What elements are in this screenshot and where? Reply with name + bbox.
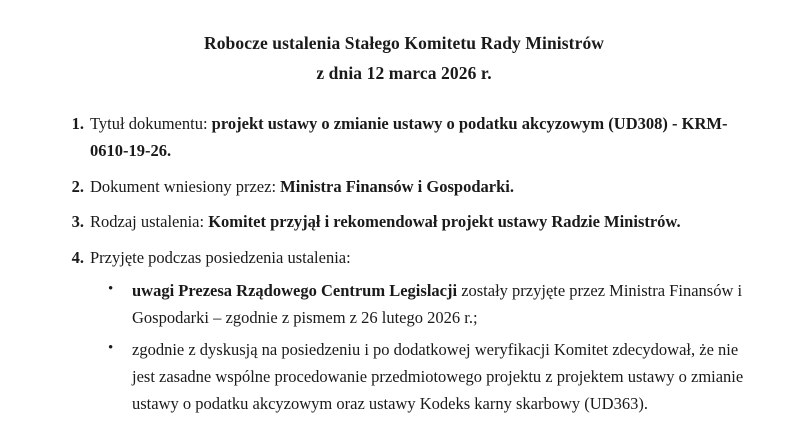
bullet-icon: • <box>108 340 114 357</box>
list-item-value: projekt ustawy o zmianie ustawy o podatku akcyzowym (UD308) - KRM-0610-19-26. <box>90 114 728 160</box>
list-item <box>52 174 756 201</box>
document-title-line-1: Robocze ustalenia Stałego Komitetu Rady Ministrów <box>203 33 605 53</box>
list-item <box>52 209 756 236</box>
list-item <box>52 111 756 164</box>
list-item-lead: Dokument wniesiony przez: <box>90 176 281 196</box>
list-item <box>52 245 756 417</box>
sub-list-item-text: zostały przyjęte przez Ministra Finansów i Gospodarki – zgodnie z pismem z 26 lutego 2026 r.; <box>132 280 743 327</box>
list-item-number: 2. <box>71 176 84 196</box>
document-title-line-2: z dnia 12 marca 2026 r. <box>316 63 492 84</box>
sub-list-item <box>90 278 756 331</box>
document-title <box>52 30 756 87</box>
list-item-number: 4. <box>71 248 84 268</box>
list-item-text <box>90 245 756 272</box>
list-item-number: 3. <box>71 212 84 232</box>
list-item-value: Komitet przyjął i rekomendował projekt ustawy Radzie Ministrów. <box>208 212 681 232</box>
list-item-lead: Rodzaj ustalenia: <box>90 212 209 232</box>
list-item-lead: Przyjęte podczas posiedzenia ustalenia: <box>90 248 351 268</box>
sub-list-item <box>90 337 756 417</box>
sub-list-item-text: zgodnie z dyskusją na posiedzeniu i po dodatkowej weryfikacji Komitet zdecydował, że nie jest zasadne wspólne procedowanie przedmiotowego projektu z projektem ustawy o zmianie ustawy o podatku akcyzowym oraz ustawy Kodeks karny skarbowy (UD363). <box>132 340 744 413</box>
bulleted-sub-list <box>90 278 756 418</box>
list-item-text <box>90 212 681 231</box>
sub-list-item-highlight: uwagi Prezesa Rządowego Centrum Legislacji <box>132 280 458 300</box>
list-item-text <box>90 177 514 196</box>
list-item-text <box>90 114 727 160</box>
bullet-icon: • <box>108 280 114 297</box>
list-item-number: 1. <box>71 114 84 134</box>
list-item-lead: Tytuł dokumentu: <box>90 114 212 134</box>
list-item-value: Ministra Finansów i Gospodarki. <box>280 176 514 196</box>
numbered-list <box>52 111 756 417</box>
